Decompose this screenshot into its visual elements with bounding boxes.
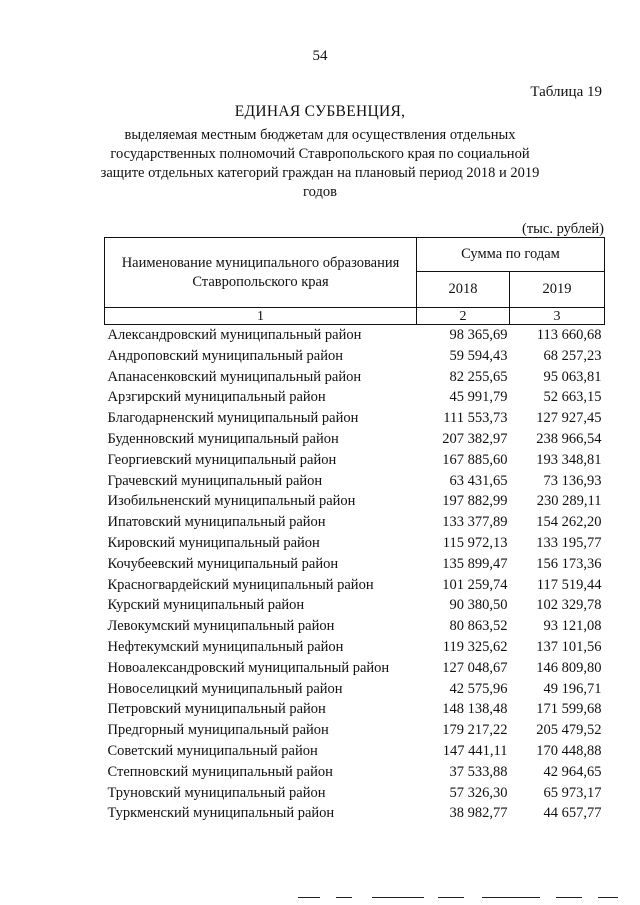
- table-row: [105, 575, 605, 596]
- table-row: [105, 595, 605, 616]
- municipality-name-cell: Левокумский муниципальный район: [107, 618, 335, 635]
- amount-2018-cell: 167 885,60: [442, 451, 508, 468]
- table-row: [105, 762, 605, 783]
- amount-2019-cell: 113 660,68: [536, 327, 602, 343]
- table-row: [105, 408, 605, 429]
- amount-2019-cell: 230 289,11: [536, 493, 602, 510]
- municipality-name-cell: Нефтекумский муниципальный район: [107, 638, 344, 655]
- amount-2019-cell: 171 599,68: [536, 701, 602, 718]
- subvention-table: [104, 237, 605, 824]
- amount-2018-cell: 101 259,74: [442, 576, 508, 593]
- table-row: [105, 491, 605, 512]
- document-subtitle: выделяемая местным бюджетам для осуществления отдельных государственных полномочий Ставропольского края по социальной защите отдельных категорий граждан на плановый период 2018 и 2019 годов: [100, 127, 540, 200]
- amount-2018-cell: 59 594,43: [449, 347, 508, 364]
- table-row: [105, 637, 605, 658]
- table-row: [105, 741, 605, 762]
- municipality-name-cell: Красногвардейский муниципальный район: [107, 576, 374, 593]
- amount-2019-cell: 156 173,36: [536, 555, 602, 572]
- table-row: [105, 512, 605, 533]
- header-municipality-label: Наименование муниципального образования Ставропольского края: [121, 254, 400, 290]
- municipality-name-cell: Георгиевский муниципальный район: [107, 451, 337, 468]
- amount-2018-cell: 37 533,88: [449, 763, 508, 780]
- table-row: [105, 803, 605, 824]
- column-number-2: 2: [416, 308, 509, 325]
- table-row: [105, 450, 605, 471]
- amount-2019-cell: 42 964,65: [543, 763, 602, 780]
- table-row: [105, 346, 605, 367]
- table-row: [105, 367, 605, 388]
- amount-2019-cell: 170 448,88: [536, 742, 602, 759]
- table-row: [105, 720, 605, 741]
- table-row: [105, 699, 605, 720]
- amount-2018-cell: 57 326,30: [449, 784, 508, 801]
- amount-2018-cell: 127 048,67: [442, 659, 508, 676]
- page-number: 54: [312, 48, 328, 64]
- table-row: [105, 658, 605, 679]
- municipality-name-cell: Новоселицкий муниципальный район: [107, 680, 343, 697]
- amount-2019-cell: 154 262,20: [536, 514, 602, 531]
- table-row: [105, 429, 605, 450]
- amount-2018-cell: 133 377,89: [442, 514, 508, 531]
- document-title: ЕДИНАЯ СУБВЕНЦИЯ,: [234, 103, 406, 120]
- amount-2018-cell: 197 882,99: [442, 493, 508, 510]
- amount-2018-cell: 98 365,69: [449, 327, 508, 343]
- column-number-3: 3: [509, 308, 604, 325]
- municipality-name-cell: Изобильненский муниципальный район: [107, 493, 356, 510]
- municipality-name-cell: Степновский муниципальный район: [107, 763, 333, 780]
- amount-2018-cell: 80 863,52: [449, 618, 508, 635]
- units-label: (тыс. рублей): [522, 221, 604, 237]
- amount-2018-cell: 135 899,47: [442, 555, 508, 572]
- municipality-name-cell: Грачевский муниципальный район: [107, 472, 323, 489]
- amount-2019-cell: 133 195,77: [536, 534, 602, 551]
- amount-2018-cell: 179 217,22: [442, 722, 508, 739]
- amount-2019-cell: 146 809,80: [536, 659, 602, 676]
- amount-2019-cell: 73 136,93: [543, 472, 602, 489]
- header-sum-by-years: Сумма по годам: [416, 238, 604, 272]
- amount-2019-cell: 52 663,15: [543, 389, 602, 406]
- amount-2019-cell: 127 927,45: [536, 410, 602, 427]
- municipality-name-cell: Арзгирский муниципальный район: [107, 389, 326, 406]
- municipality-name-cell: Буденновский муниципальный район: [107, 430, 339, 447]
- amount-2019-cell: 49 196,71: [543, 680, 602, 697]
- municipality-name-cell: Предгорный муниципальный район: [107, 722, 329, 739]
- amount-2019-cell: 205 479,52: [536, 722, 602, 739]
- amount-2019-cell: 44 657,77: [543, 805, 602, 822]
- header-year-2018: 2018: [416, 272, 509, 308]
- municipality-name-cell: Туркменский муниципальный район: [107, 805, 335, 822]
- table-row: [105, 783, 605, 804]
- amount-2019-cell: 238 966,54: [536, 430, 602, 447]
- municipality-name-cell: Андроповский муниципальный район: [107, 347, 343, 364]
- table-row: [105, 616, 605, 637]
- municipality-name-cell: Благодарненский муниципальный район: [107, 410, 359, 427]
- header-municipality: [105, 238, 417, 308]
- municipality-name-cell: Апанасенковский муниципальный район: [107, 368, 362, 385]
- municipality-name-cell: Кочубеевский муниципальный район: [107, 555, 339, 572]
- amount-2018-cell: 148 138,48: [442, 701, 508, 718]
- table-row: [105, 679, 605, 700]
- municipality-name-cell: Курский муниципальный район: [107, 597, 305, 614]
- table-body: [105, 325, 605, 825]
- amount-2019-cell: 68 257,23: [543, 347, 602, 364]
- amount-2018-cell: 115 972,13: [442, 534, 508, 551]
- table-row: [105, 533, 605, 554]
- amount-2019-cell: 65 973,17: [543, 784, 602, 801]
- amount-2018-cell: 63 431,65: [449, 472, 508, 489]
- amount-2018-cell: 119 325,62: [442, 638, 508, 655]
- amount-2018-cell: 90 380,50: [449, 597, 508, 614]
- municipality-name-cell: Александровский муниципальный район: [107, 327, 362, 343]
- amount-2018-cell: 38 982,77: [449, 805, 508, 822]
- municipality-name-cell: Ипатовский муниципальный район: [107, 514, 326, 531]
- table-row: [105, 325, 605, 346]
- amount-2019-cell: 95 063,81: [543, 368, 602, 385]
- amount-2019-cell: 137 101,56: [536, 638, 602, 655]
- table-label: Таблица 19: [530, 84, 602, 100]
- header-year-2019: 2019: [509, 272, 604, 308]
- table-row: [105, 471, 605, 492]
- municipality-name-cell: Новоалександровский муниципальный район: [107, 659, 390, 676]
- amount-2018-cell: 82 255,65: [449, 368, 508, 385]
- amount-2018-cell: 45 991,79: [449, 389, 508, 406]
- amount-2019-cell: 102 329,78: [536, 597, 602, 614]
- table-row: [105, 387, 605, 408]
- municipality-name-cell: Советский муниципальный район: [107, 742, 318, 759]
- column-number-1: 1: [105, 308, 417, 325]
- amount-2018-cell: 111 553,73: [443, 410, 508, 427]
- amount-2018-cell: 207 382,97: [442, 430, 508, 447]
- amount-2019-cell: 117 519,44: [536, 576, 602, 593]
- amount-2019-cell: 93 121,08: [543, 618, 602, 635]
- amount-2018-cell: 42 575,96: [449, 680, 508, 697]
- municipality-name-cell: Кировский муниципальный район: [107, 534, 320, 551]
- table-row: [105, 554, 605, 575]
- municipality-name-cell: Труновский муниципальный район: [107, 784, 326, 801]
- amount-2019-cell: 193 348,81: [536, 451, 602, 468]
- bottom-page-edge: [0, 897, 640, 899]
- municipality-name-cell: Петровский муниципальный район: [107, 701, 326, 718]
- amount-2018-cell: 147 441,11: [442, 742, 508, 759]
